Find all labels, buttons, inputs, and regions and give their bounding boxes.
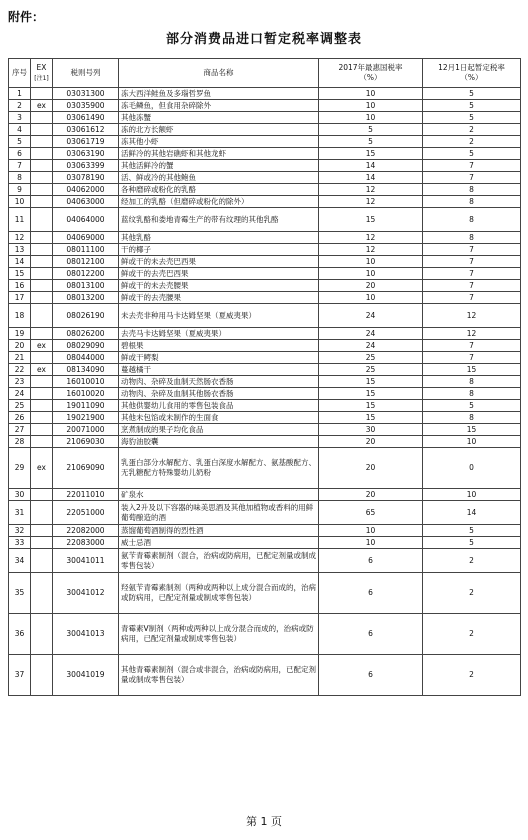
row-rate-2017: 10 (319, 100, 423, 112)
row-rate-new: 10 (423, 436, 521, 448)
row-product-name: 鲜或干的未去壳腰果 (119, 280, 319, 292)
row-rate-new: 5 (423, 100, 521, 112)
table-row (9, 328, 521, 340)
row-rate-new: 8 (423, 388, 521, 400)
row-rate-new: 8 (423, 184, 521, 196)
row-product-name: 活鲜冷的其他岩礁虾和其他龙虾 (119, 148, 319, 160)
row-rate-2017: 10 (319, 88, 423, 100)
row-rate-new: 14 (423, 501, 521, 525)
table-row (9, 448, 521, 489)
row-ex-flag (31, 412, 53, 424)
row-ex-flag (31, 136, 53, 148)
row-number: 6 (9, 148, 31, 160)
row-tariff-code: 03061490 (53, 112, 119, 124)
row-product-name: 青霉素V制剂（两种或两种以上成分混合而成的，治病或防病用，已配定剂量或制成零售包装） (119, 614, 319, 655)
row-product-name: 威士忌酒 (119, 537, 319, 549)
row-rate-2017: 20 (319, 448, 423, 489)
row-number: 7 (9, 160, 31, 172)
row-product-name: 活、鲜或冷的其他鲍鱼 (119, 172, 319, 184)
row-number: 37 (9, 655, 31, 696)
row-ex-flag (31, 655, 53, 696)
row-tariff-code: 04063000 (53, 196, 119, 208)
row-ex-flag (31, 148, 53, 160)
table-row (9, 208, 521, 232)
row-number: 1 (9, 88, 31, 100)
row-tariff-code: 03063190 (53, 148, 119, 160)
row-rate-2017: 15 (319, 388, 423, 400)
row-product-name: 其他未包馅或未制作的生面食 (119, 412, 319, 424)
table-row (9, 376, 521, 388)
table-row (9, 292, 521, 304)
table-row (9, 655, 521, 696)
row-product-name: 乳蛋白部分水解配方、乳蛋白深度水解配方、氨基酸配方、无乳糖配方特殊婴幼儿奶粉 (119, 448, 319, 489)
row-rate-new: 2 (423, 655, 521, 696)
row-product-name: 鲜或干的去壳巴西果 (119, 268, 319, 280)
row-rate-new: 2 (423, 136, 521, 148)
row-number: 31 (9, 501, 31, 525)
row-rate-2017: 12 (319, 244, 423, 256)
row-product-name: 装入2升及以下容器的味美思酒及其他加植物或香料的用鲜葡萄酿造的酒 (119, 501, 319, 525)
row-number: 34 (9, 549, 31, 573)
table-row (9, 88, 521, 100)
table-row (9, 388, 521, 400)
row-product-name: 干的椰子 (119, 244, 319, 256)
row-tariff-code: 16010020 (53, 388, 119, 400)
row-rate-2017: 6 (319, 614, 423, 655)
row-rate-2017: 10 (319, 525, 423, 537)
row-rate-new: 8 (423, 196, 521, 208)
row-rate-2017: 12 (319, 196, 423, 208)
row-tariff-code: 19011090 (53, 400, 119, 412)
row-rate-2017: 14 (319, 172, 423, 184)
tariff-table (8, 58, 521, 696)
table-row (9, 489, 521, 501)
table-row (9, 124, 521, 136)
header-rate-2017 (319, 59, 423, 88)
row-tariff-code: 03078190 (53, 172, 119, 184)
row-rate-2017: 15 (319, 400, 423, 412)
row-product-name: 蓝纹乳酪和娄地青霉生产的带有纹理的其他乳酪 (119, 208, 319, 232)
table-row (9, 412, 521, 424)
header-ex (31, 59, 53, 88)
row-number: 10 (9, 196, 31, 208)
row-rate-new: 7 (423, 160, 521, 172)
row-tariff-code: 08044000 (53, 352, 119, 364)
table-row (9, 352, 521, 364)
row-number: 17 (9, 292, 31, 304)
row-rate-new: 5 (423, 88, 521, 100)
row-product-name: 未去壳非种用马卡达姆坚果（夏威夷果） (119, 304, 319, 328)
table-row (9, 100, 521, 112)
table-row (9, 148, 521, 160)
row-ex-flag (31, 256, 53, 268)
row-rate-new: 12 (423, 328, 521, 340)
row-product-name: 鲜或干鳄梨 (119, 352, 319, 364)
row-number: 23 (9, 376, 31, 388)
row-product-name: 矿泉水 (119, 489, 319, 501)
row-product-name: 其他青霉素制剂（混合或非混合，治病或防病用，已配定剂量或制成零售包装） (119, 655, 319, 696)
row-rate-new: 5 (423, 525, 521, 537)
row-tariff-code: 30041011 (53, 549, 119, 573)
table-row (9, 256, 521, 268)
row-number: 25 (9, 400, 31, 412)
row-product-name: 冻其他小虾 (119, 136, 319, 148)
row-tariff-code: 08012200 (53, 268, 119, 280)
row-ex-flag (31, 388, 53, 400)
table-row (9, 364, 521, 376)
row-tariff-code: 04064000 (53, 208, 119, 232)
table-row (9, 136, 521, 148)
row-product-name: 鲜或干的去壳腰果 (119, 292, 319, 304)
row-rate-new: 2 (423, 573, 521, 614)
row-ex-flag (31, 160, 53, 172)
row-tariff-code: 03031300 (53, 88, 119, 100)
row-ex-flag (31, 184, 53, 196)
row-number: 3 (9, 112, 31, 124)
row-number: 24 (9, 388, 31, 400)
row-number: 11 (9, 208, 31, 232)
row-product-name: 碧根果 (119, 340, 319, 352)
row-rate-2017: 24 (319, 304, 423, 328)
table-row (9, 232, 521, 244)
row-tariff-code: 20071000 (53, 424, 119, 436)
row-ex-flag (31, 525, 53, 537)
row-number: 29 (9, 448, 31, 489)
row-ex-flag (31, 436, 53, 448)
table-row (9, 304, 521, 328)
table-row (9, 196, 521, 208)
header-rate-new-label: 12月1日起暂定税率 (438, 63, 505, 72)
table-row (9, 436, 521, 448)
header-rate-new-unit: （%） (460, 73, 483, 82)
row-tariff-code: 08029090 (53, 340, 119, 352)
table-row (9, 501, 521, 525)
row-ex-flag (31, 352, 53, 364)
row-tariff-code: 22083000 (53, 537, 119, 549)
row-rate-2017: 12 (319, 232, 423, 244)
row-number: 28 (9, 436, 31, 448)
row-tariff-code: 21069090 (53, 448, 119, 489)
row-rate-2017: 5 (319, 136, 423, 148)
row-tariff-code: 16010010 (53, 376, 119, 388)
row-rate-2017: 15 (319, 148, 423, 160)
row-product-name: 蔓越橘干 (119, 364, 319, 376)
row-product-name: 其他乳酪 (119, 232, 319, 244)
row-rate-2017: 24 (319, 340, 423, 352)
table-row (9, 424, 521, 436)
row-rate-new: 2 (423, 549, 521, 573)
row-ex-flag (31, 172, 53, 184)
row-product-name: 其他冻蟹 (119, 112, 319, 124)
row-rate-new: 5 (423, 112, 521, 124)
row-ex-flag (31, 292, 53, 304)
row-number: 20 (9, 340, 31, 352)
row-ex-flag (31, 268, 53, 280)
row-number: 12 (9, 232, 31, 244)
row-rate-new: 15 (423, 424, 521, 436)
row-rate-2017: 12 (319, 184, 423, 196)
row-rate-2017: 20 (319, 280, 423, 292)
row-ex-flag (31, 112, 53, 124)
row-rate-2017: 25 (319, 352, 423, 364)
row-tariff-code: 19021900 (53, 412, 119, 424)
row-rate-new: 10 (423, 489, 521, 501)
table-row (9, 184, 521, 196)
row-tariff-code: 08013200 (53, 292, 119, 304)
row-rate-2017: 6 (319, 549, 423, 573)
row-rate-2017: 20 (319, 489, 423, 501)
row-tariff-code: 21069030 (53, 436, 119, 448)
row-rate-2017: 65 (319, 501, 423, 525)
table-header-row (9, 59, 521, 88)
row-rate-new: 7 (423, 280, 521, 292)
row-number: 4 (9, 124, 31, 136)
row-ex-flag (31, 244, 53, 256)
row-number: 14 (9, 256, 31, 268)
attachment-label: 附件： (8, 10, 45, 24)
row-number: 9 (9, 184, 31, 196)
page-number: 第 1 页 (246, 815, 282, 828)
row-rate-new: 7 (423, 292, 521, 304)
row-number: 22 (9, 364, 31, 376)
row-tariff-code: 22011010 (53, 489, 119, 501)
row-number: 19 (9, 328, 31, 340)
row-number: 33 (9, 537, 31, 549)
table-row (9, 160, 521, 172)
row-rate-2017: 15 (319, 412, 423, 424)
row-number: 15 (9, 268, 31, 280)
row-ex-flag (31, 573, 53, 614)
row-ex-flag (31, 376, 53, 388)
header-name: 商品名称 (119, 59, 319, 88)
row-ex-flag (31, 549, 53, 573)
row-ex-flag: ex (31, 364, 53, 376)
row-rate-new: 12 (423, 304, 521, 328)
row-rate-new: 8 (423, 376, 521, 388)
row-ex-flag (31, 614, 53, 655)
header-ex-label: EX (36, 62, 47, 72)
row-tariff-code: 22051000 (53, 501, 119, 525)
row-rate-2017: 14 (319, 160, 423, 172)
header-no: 序号 (9, 59, 31, 88)
row-ex-flag (31, 232, 53, 244)
row-rate-new: 7 (423, 352, 521, 364)
row-ex-flag (31, 280, 53, 292)
row-ex-flag: ex (31, 340, 53, 352)
row-ex-flag (31, 537, 53, 549)
row-number: 32 (9, 525, 31, 537)
header-rate-2017-unit: （%） (359, 73, 382, 82)
table-row (9, 400, 521, 412)
row-number: 27 (9, 424, 31, 436)
row-tariff-code: 08013100 (53, 280, 119, 292)
row-rate-2017: 20 (319, 436, 423, 448)
row-ex-flag: ex (31, 100, 53, 112)
row-rate-new: 0 (423, 448, 521, 489)
row-rate-new: 7 (423, 172, 521, 184)
header-rate-new (423, 59, 521, 88)
row-rate-new: 7 (423, 244, 521, 256)
row-ex-flag (31, 328, 53, 340)
table-row (9, 549, 521, 573)
row-rate-new: 8 (423, 412, 521, 424)
row-product-name: 氨苄青霉素制剂（混合，治病或防病用，已配定剂量或制成零售包装） (119, 549, 319, 573)
row-rate-new: 2 (423, 614, 521, 655)
row-rate-new: 7 (423, 268, 521, 280)
row-tariff-code: 30041012 (53, 573, 119, 614)
row-ex-flag (31, 501, 53, 525)
row-number: 26 (9, 412, 31, 424)
row-product-name: 动物肉、杂碎及血制其他肠衣香肠 (119, 388, 319, 400)
row-rate-2017: 10 (319, 112, 423, 124)
row-ex-flag (31, 124, 53, 136)
row-number: 2 (9, 100, 31, 112)
table-row (9, 614, 521, 655)
header-ex-note: [注1] (34, 74, 49, 82)
table-row (9, 573, 521, 614)
row-tariff-code: 08134090 (53, 364, 119, 376)
row-number: 21 (9, 352, 31, 364)
row-rate-new: 7 (423, 340, 521, 352)
row-tariff-code: 22082000 (53, 525, 119, 537)
row-rate-2017: 15 (319, 208, 423, 232)
table-row (9, 268, 521, 280)
row-product-name: 动物肉、杂碎及血制天然肠衣香肠 (119, 376, 319, 388)
table-row (9, 112, 521, 124)
row-rate-2017: 10 (319, 256, 423, 268)
row-tariff-code: 08011100 (53, 244, 119, 256)
row-rate-new: 8 (423, 232, 521, 244)
row-product-name: 去壳马卡达姆坚果（夏威夷果） (119, 328, 319, 340)
row-rate-new: 15 (423, 364, 521, 376)
row-product-name: 其他活鲜冷的蟹 (119, 160, 319, 172)
table-row (9, 244, 521, 256)
row-product-name: 冻大西洋鲑鱼及多瑙哲罗鱼 (119, 88, 319, 100)
row-ex-flag (31, 424, 53, 436)
row-ex-flag (31, 304, 53, 328)
row-tariff-code: 30041013 (53, 614, 119, 655)
row-tariff-code: 08026190 (53, 304, 119, 328)
row-tariff-code: 03035900 (53, 100, 119, 112)
row-number: 30 (9, 489, 31, 501)
row-number: 5 (9, 136, 31, 148)
row-ex-flag (31, 208, 53, 232)
row-tariff-code: 04062000 (53, 184, 119, 196)
row-product-name: 鲜或干的未去壳巴西果 (119, 256, 319, 268)
row-tariff-code: 08026200 (53, 328, 119, 340)
row-tariff-code: 03061719 (53, 136, 119, 148)
row-product-name: 其他供婴幼儿食用的零售包装食品 (119, 400, 319, 412)
table-row (9, 172, 521, 184)
row-rate-new: 8 (423, 208, 521, 232)
row-ex-flag (31, 489, 53, 501)
table-row (9, 537, 521, 549)
table-row (9, 280, 521, 292)
row-ex-flag: ex (31, 448, 53, 489)
row-rate-2017: 6 (319, 655, 423, 696)
row-rate-new: 5 (423, 400, 521, 412)
row-product-name: 羟氨苄青霉素制剂（两种或两种以上成分混合而成的，治病或防病用，已配定剂量或制成零售包装） (119, 573, 319, 614)
row-number: 13 (9, 244, 31, 256)
table-row (9, 340, 521, 352)
row-tariff-code: 04069000 (53, 232, 119, 244)
row-rate-2017: 24 (319, 328, 423, 340)
row-tariff-code: 30041019 (53, 655, 119, 696)
row-number: 36 (9, 614, 31, 655)
header-code: 税则号列 (53, 59, 119, 88)
row-tariff-code: 08012100 (53, 256, 119, 268)
row-product-name: 冻的北方长额虾 (119, 124, 319, 136)
row-number: 16 (9, 280, 31, 292)
table-row (9, 525, 521, 537)
row-product-name: 蒸馏葡萄酒制得的烈性酒 (119, 525, 319, 537)
row-rate-2017: 10 (319, 292, 423, 304)
row-number: 8 (9, 172, 31, 184)
document-title: 部分消费品进口暂定税率调整表 (165, 32, 362, 47)
row-rate-2017: 10 (319, 537, 423, 549)
row-ex-flag (31, 400, 53, 412)
row-product-name: 经加工的乳酪（但磨碎或粉化的除外） (119, 196, 319, 208)
row-tariff-code: 03063399 (53, 160, 119, 172)
row-ex-flag (31, 196, 53, 208)
row-product-name: 烹煮制成的果子均化食品 (119, 424, 319, 436)
header-rate-2017-label: 2017年最惠国税率 (338, 63, 403, 72)
row-tariff-code: 03061612 (53, 124, 119, 136)
row-rate-new: 2 (423, 124, 521, 136)
row-rate-2017: 30 (319, 424, 423, 436)
row-rate-2017: 5 (319, 124, 423, 136)
row-product-name: 冻毛鳞鱼，但食用杂碎除外 (119, 100, 319, 112)
row-rate-2017: 10 (319, 268, 423, 280)
row-rate-new: 7 (423, 256, 521, 268)
row-rate-2017: 25 (319, 364, 423, 376)
row-number: 18 (9, 304, 31, 328)
row-number: 35 (9, 573, 31, 614)
row-ex-flag (31, 88, 53, 100)
row-rate-new: 5 (423, 537, 521, 549)
row-product-name: 海豹油胶囊 (119, 436, 319, 448)
row-rate-2017: 15 (319, 376, 423, 388)
row-rate-new: 5 (423, 148, 521, 160)
row-rate-2017: 6 (319, 573, 423, 614)
row-product-name: 各种磨碎或粉化的乳酪 (119, 184, 319, 196)
